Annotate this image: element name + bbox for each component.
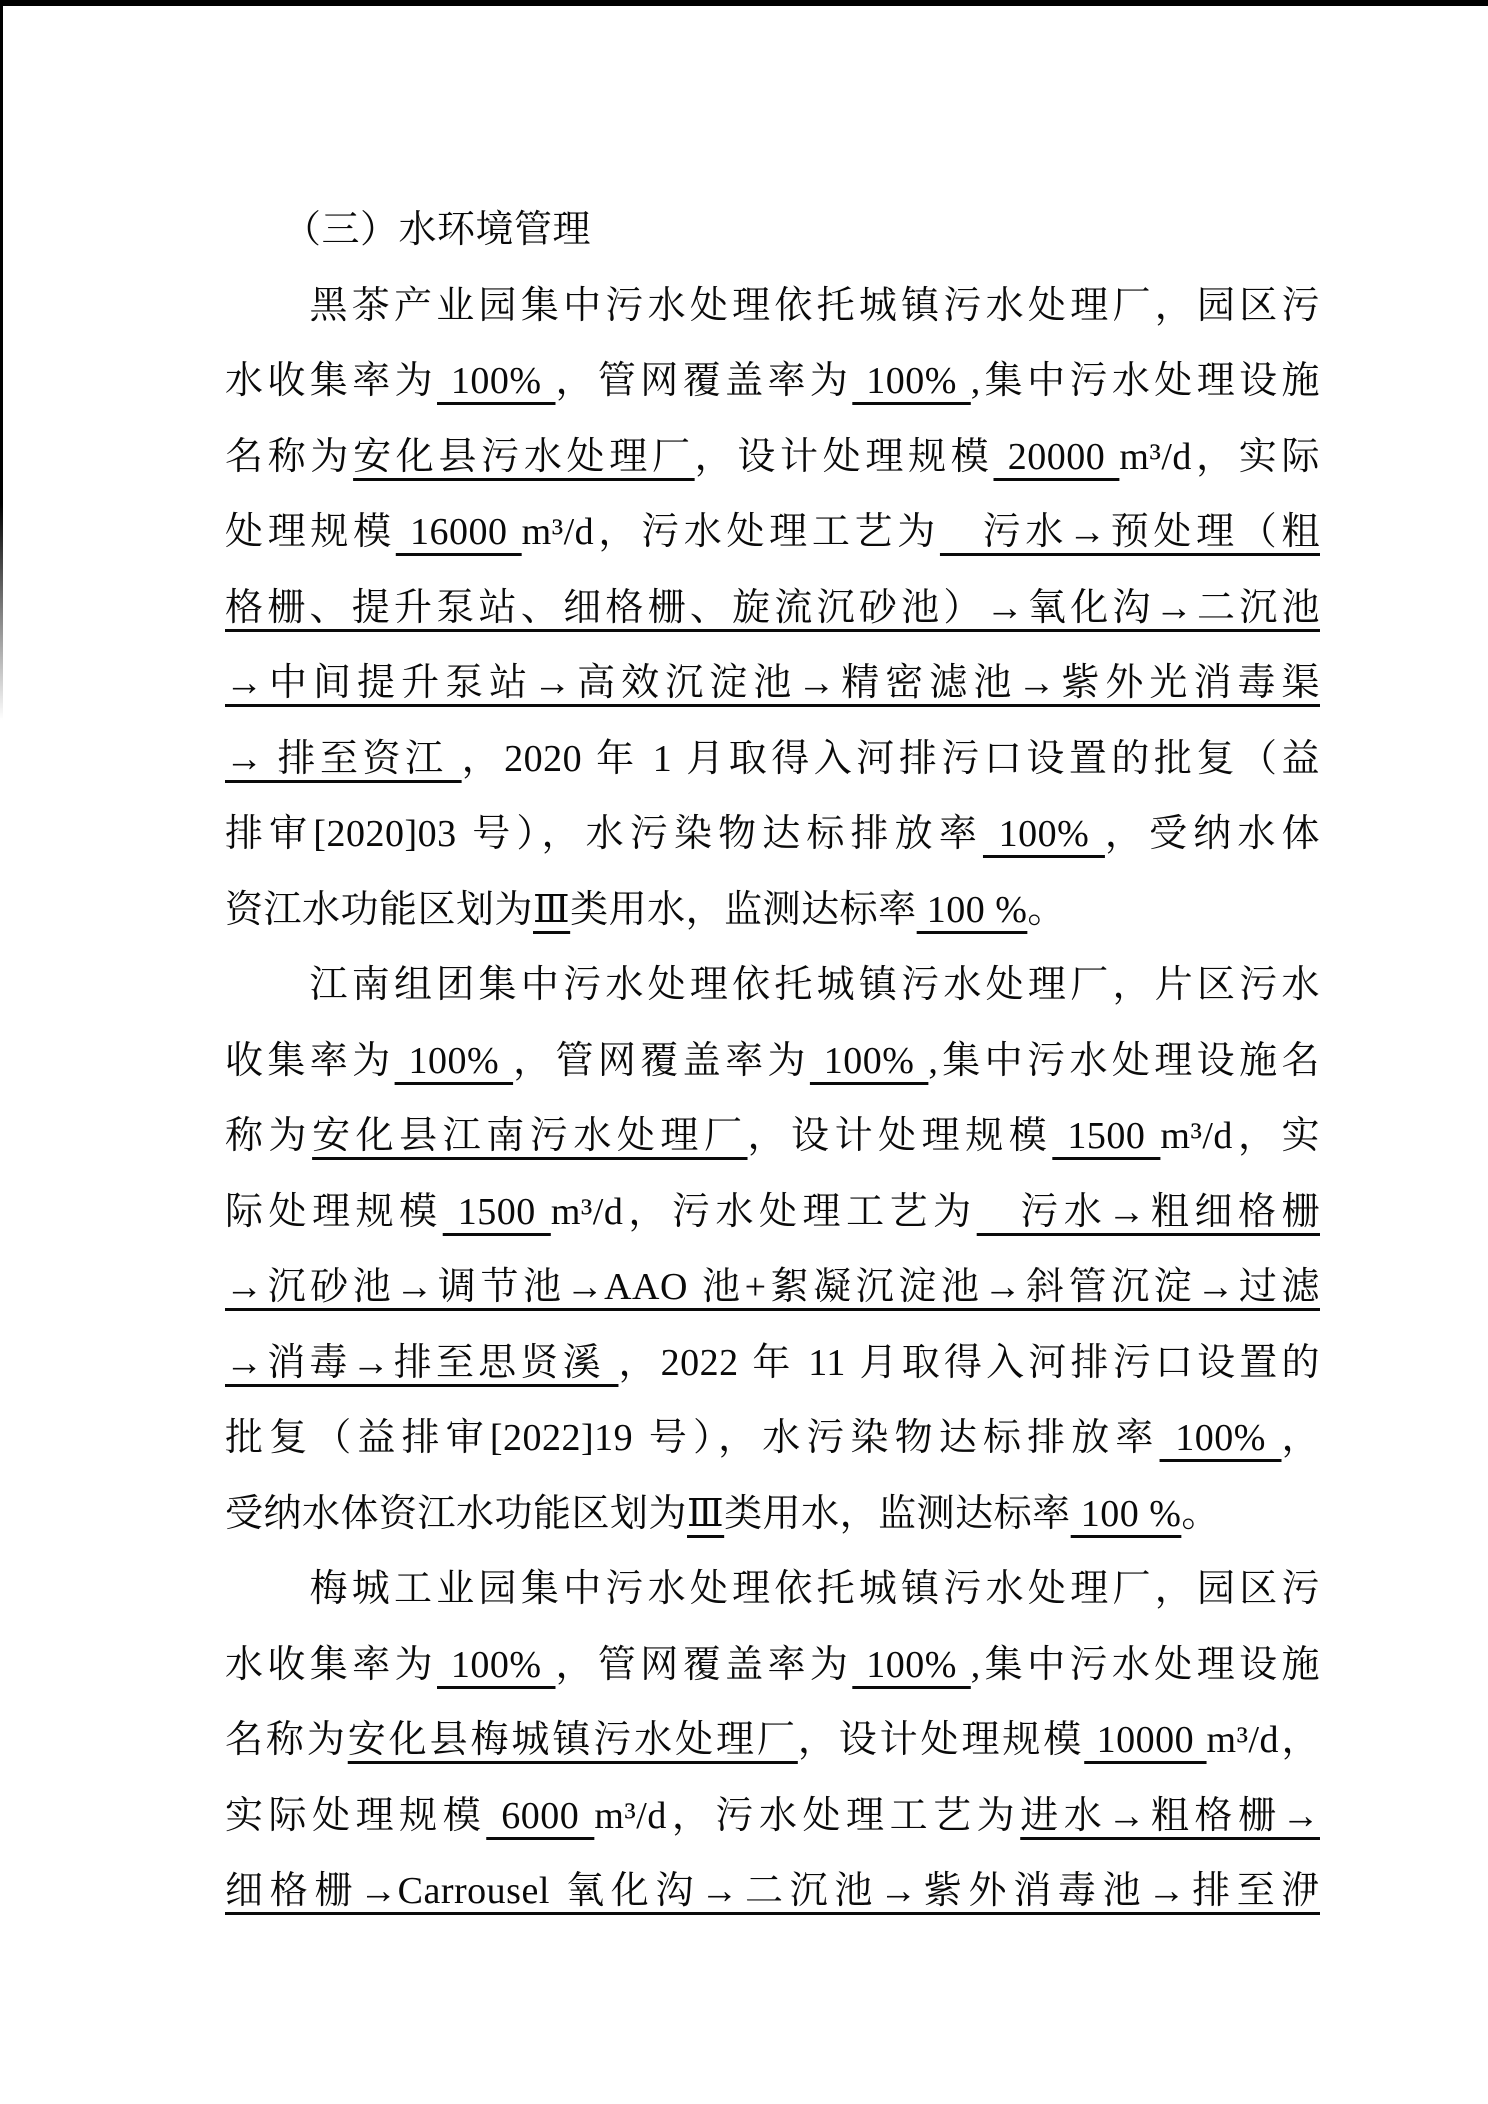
paragraph-jiangnan-cluster-line [225,1099,1320,1175]
paragraph-meicheng-industrial-park-line [225,1628,1320,1704]
paragraph-jiangnan-cluster-line [225,948,1320,1024]
text-segment: ，2022 年 11 月取得入河排污口设置的 [618,1341,1320,1384]
underlined-text-segment: 100% [809,1039,929,1082]
underlined-text-segment: 100% [1159,1417,1282,1459]
underlined-text-segment: 10000 [1084,1719,1207,1761]
paragraph-heicha-industrial-park-line [225,420,1320,496]
paragraph-heicha-industrial-park-line [225,873,1320,949]
underlined-text-segment: 1500 [442,1190,551,1233]
underlined-text-segment: → 排至资江 [225,737,462,780]
text-segment: 梅城工业园集中污水处理依托城镇污水处理厂，园区污 [225,1568,1320,1610]
text-segment: 名称为 [225,1719,348,1761]
text-segment: 资江水功能区划为 [225,888,534,931]
text-segment: 排审[2020]03 号），水污染物达标排放率 [225,813,983,855]
paragraph-jiangnan-cluster-line [225,1250,1320,1326]
underlined-text-segment: 100 % [1070,1492,1182,1535]
underlined-text-segment: 20000 [993,435,1120,478]
underlined-text-segment: 安化县江南污水处理厂 [312,1115,748,1157]
paragraph-jiangnan-cluster-line [225,1175,1320,1251]
underlined-text-segment: 细格栅→Carrousel 氧化沟→二沉池→紫外消毒池→排至洢 [225,1870,1320,1912]
paragraph-heicha-industrial-park-line [225,797,1320,873]
underlined-text-segment: 16000 [395,511,522,553]
text-segment: ,集中污水处理设施名 [928,1039,1320,1082]
paragraph-meicheng-industrial-park-line [225,1779,1320,1855]
text-segment: ，管网覆盖率为 [513,1039,810,1082]
paragraph-heicha-industrial-park-line [225,722,1320,798]
text-segment: m³/d，污水处理工艺为 [521,511,940,553]
text-segment: 际处理规模 [225,1190,443,1233]
underlined-text-segment: 格栅、提升泵站、细格栅、旋流沉砂池）→氧化沟→二沉池 [225,586,1320,629]
underlined-text-segment: 安化县污水处理厂 [353,435,695,478]
paragraph-heicha-industrial-park-line [225,571,1320,647]
paragraph-jiangnan-cluster-line [225,1326,1320,1402]
text-segment: ，受纳水体 [1104,813,1320,855]
underlined-text-segment: 100% [437,1643,556,1686]
text-segment: 黑茶产业园集中污水处理依托城镇污水处理厂，园区污 [225,284,1320,327]
text-segment: ，设计处理规模 [797,1719,1085,1761]
paragraph-heicha-industrial-park-line [225,495,1320,571]
paragraph-heicha-industrial-park-line [225,269,1320,345]
underlined-text-segment: 安化县梅城镇污水处理厂 [347,1719,798,1761]
underlined-text-segment: →沉砂池→调节池→AAO 池+絮凝沉淀池→斜管沉淀→过滤 [225,1266,1320,1308]
underlined-text-segment: →消毒→排至思贤溪 [225,1341,619,1384]
paragraph-heicha-industrial-park-line [225,344,1320,420]
text-segment: 批复（益排审[2022]19 号），水污染物达标排放率 [225,1417,1160,1459]
text-segment: ，管网覆盖率为 [555,1643,853,1686]
text-segment: 类用水，监测达标率 [570,888,917,931]
paragraph-meicheng-industrial-park-line [225,1854,1320,1930]
text-segment: 。 [1027,888,1066,931]
text-segment: 收集率为 [225,1039,395,1082]
text-segment: 。 [1181,1492,1220,1535]
underlined-text-segment: 100% [852,360,971,402]
text-segment: m³/d，污水处理工艺为 [550,1190,977,1233]
underlined-text-segment: 100 % [916,888,1028,931]
text-segment: 类用水，监测达标率 [724,1492,1071,1535]
text-segment: ，2020 年 1 月取得入河排污口设置的批复（益 [461,737,1320,780]
paragraph-heicha-industrial-park-line [225,646,1320,722]
text-segment: ，设计处理规模 [747,1115,1053,1157]
text-segment: m³/d，实际 [1119,435,1320,478]
text-segment: m³/d， [1206,1719,1320,1761]
underlined-text-segment: 1500 [1052,1115,1161,1157]
underlined-text-segment: 100% [437,360,556,402]
text-segment: （三）水环境管理 [225,209,592,251]
underlined-text-segment: 100% [394,1039,514,1082]
underlined-text-segment: 进水→粗格栅→ [1020,1794,1320,1837]
underlined-text-segment: Ⅲ [533,888,571,931]
text-segment: ，设计处理规模 [694,435,994,478]
underlined-text-segment: 6000 [486,1794,595,1837]
text-segment: 水收集率为 [225,1643,438,1686]
text-segment: ,集中污水处理设施 [970,1643,1320,1686]
underlined-text-segment: Ⅲ [687,1492,725,1535]
paragraph-meicheng-industrial-park-line [225,1703,1320,1779]
section-heading-line [225,193,1320,269]
underlined-text-segment: 100% [852,1643,971,1686]
document-text-block [225,193,1320,1930]
underlined-text-segment: 100% [982,813,1105,855]
text-segment: m³/d，污水处理工艺为 [594,1794,1021,1837]
text-segment: 名称为 [225,435,354,478]
underlined-text-segment: 污水→预处理（粗 [939,511,1320,553]
underlined-text-segment: 污水→粗细格栅 [976,1190,1320,1233]
text-segment: ,集中污水处理设施 [970,360,1320,402]
text-segment: 称为 [225,1115,313,1157]
text-segment: 受纳水体资江水功能区划为 [225,1492,688,1535]
text-segment: 水收集率为 [225,360,438,402]
underlined-text-segment: →中间提升泵站→高效沉淀池→精密滤池→紫外光消毒渠 [225,662,1320,704]
text-segment: 处理规模 [225,511,396,553]
scan-artifact-top-bar [0,0,1488,6]
text-segment: m³/d，实 [1160,1115,1320,1157]
text-segment: ，管网覆盖率为 [555,360,853,402]
paragraph-jiangnan-cluster-line [225,1024,1320,1100]
text-segment: 实际处理规模 [225,1794,487,1837]
text-segment: 江南组团集中污水处理依托城镇污水处理厂，片区污水 [225,964,1320,1006]
paragraph-jiangnan-cluster-line [225,1477,1320,1553]
paragraph-meicheng-industrial-park-line [225,1552,1320,1628]
scan-artifact-left-edge-line [0,0,3,720]
paragraph-jiangnan-cluster-line [225,1401,1320,1477]
text-segment: ， [1281,1417,1321,1459]
